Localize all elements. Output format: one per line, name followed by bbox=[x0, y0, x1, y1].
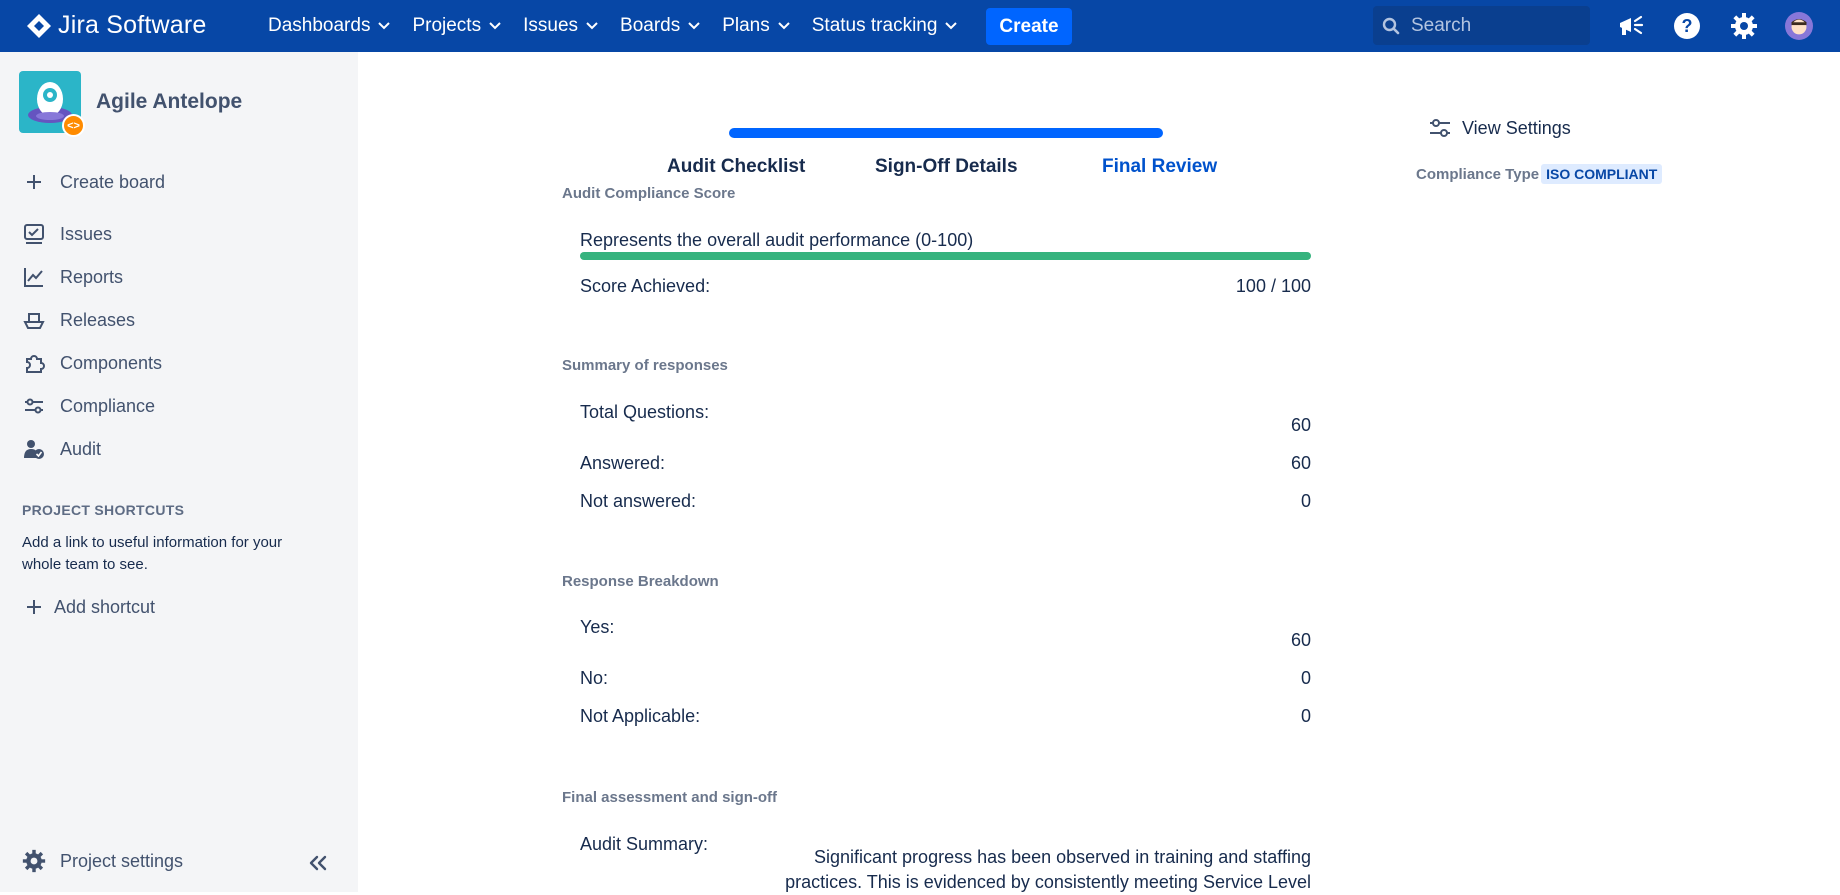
step-audit-checklist[interactable]: Audit Checklist bbox=[667, 156, 806, 177]
compliance-icon bbox=[22, 394, 46, 418]
not-applicable-label: Not Applicable: bbox=[580, 706, 701, 726]
app-logo[interactable] bbox=[26, 11, 207, 40]
chevron-down-icon bbox=[778, 22, 790, 30]
view-settings-button[interactable]: View Settings bbox=[1428, 117, 1571, 139]
no-label: No: bbox=[580, 668, 609, 688]
audit-summary-text: Significant progress has been observed in training and staffing practices. This is evidenced by consistently meeting Service Level bbox=[785, 847, 1311, 892]
project-name: Agile Antelope bbox=[96, 90, 243, 113]
app-name: Jira Software bbox=[58, 11, 207, 39]
no-value: 0 bbox=[1300, 668, 1311, 688]
nav-projects[interactable]: Projects bbox=[412, 15, 501, 37]
sidebar-item-reports[interactable]: Reports bbox=[22, 265, 123, 289]
nav-menu bbox=[268, 0, 979, 52]
nav-status-tracking[interactable]: Status tracking bbox=[812, 15, 958, 37]
top-navigation bbox=[0, 0, 1840, 52]
search-icon bbox=[1382, 17, 1400, 35]
nav-boards[interactable]: Boards bbox=[620, 15, 700, 37]
audit-summary-label: Audit Summary: bbox=[580, 834, 709, 854]
add-shortcut-button[interactable]: Add shortcut bbox=[22, 595, 155, 619]
project-type-badge: <> bbox=[62, 114, 85, 137]
reports-icon bbox=[22, 265, 46, 289]
nav-dashboards[interactable]: Dashboards bbox=[268, 15, 390, 37]
wizard-progress-bar bbox=[729, 128, 1163, 138]
chevron-down-icon bbox=[586, 22, 598, 30]
jira-logo-icon bbox=[26, 13, 52, 39]
score-section-title: Audit Compliance Score bbox=[562, 185, 736, 202]
settings-gear-icon[interactable] bbox=[1730, 12, 1758, 40]
user-avatar[interactable] bbox=[1785, 12, 1813, 40]
score-progress-bar bbox=[580, 252, 1311, 260]
score-description: Represents the overall audit performance (0-100) bbox=[580, 230, 974, 250]
issues-icon bbox=[22, 222, 46, 246]
not-answered-value: 0 bbox=[1300, 491, 1311, 511]
project-sidebar bbox=[0, 52, 358, 892]
svg-text:?: ? bbox=[1681, 16, 1693, 36]
step-final-review[interactable]: Final Review bbox=[1102, 156, 1218, 177]
sidebar-item-releases[interactable]: Releases bbox=[22, 308, 135, 332]
sidebar-item-issues[interactable]: Issues bbox=[22, 222, 112, 246]
yes-label: Yes: bbox=[580, 617, 615, 637]
compliance-type-badge: ISO COMPLIANT bbox=[1541, 164, 1662, 184]
answered-value: 60 bbox=[1290, 453, 1311, 473]
answered-label: Answered: bbox=[580, 453, 666, 473]
chevron-down-icon bbox=[688, 22, 700, 30]
help-icon[interactable] bbox=[1673, 12, 1701, 40]
chevron-down-icon bbox=[945, 22, 957, 30]
not-applicable-value: 0 bbox=[1300, 706, 1311, 726]
breakdown-section-title: Response Breakdown bbox=[562, 573, 719, 590]
releases-icon bbox=[22, 308, 46, 332]
plus-icon bbox=[22, 595, 46, 619]
collapse-sidebar-icon[interactable] bbox=[304, 849, 332, 877]
compliance-type-label: Compliance Type bbox=[1416, 165, 1540, 183]
sidebar-item-compliance[interactable]: Compliance bbox=[22, 394, 155, 418]
yes-value: 60 bbox=[1290, 630, 1311, 650]
step-sign-off-details[interactable]: Sign-Off Details bbox=[875, 156, 1018, 177]
gear-icon bbox=[22, 849, 46, 873]
sliders-icon bbox=[1428, 117, 1452, 139]
notifications-icon[interactable] bbox=[1617, 12, 1645, 40]
nav-issues[interactable]: Issues bbox=[523, 15, 598, 37]
project-settings-button[interactable]: Project settings bbox=[22, 849, 183, 873]
score-label: Score Achieved: bbox=[580, 276, 711, 296]
not-answered-label: Not answered: bbox=[580, 491, 697, 511]
total-questions-value: 60 bbox=[1290, 415, 1311, 435]
chevron-down-icon bbox=[489, 22, 501, 30]
sidebar-item-components[interactable]: Components bbox=[22, 351, 162, 375]
nav-plans[interactable]: Plans bbox=[722, 15, 790, 37]
summary-section-title: Summary of responses bbox=[562, 357, 728, 374]
create-board-button[interactable]: Create board bbox=[22, 170, 165, 194]
chevron-down-icon bbox=[378, 22, 390, 30]
search-placeholder: Search bbox=[1411, 14, 1472, 36]
score-value: 100 / 100 bbox=[1235, 276, 1311, 296]
compliance-type bbox=[1416, 164, 1662, 184]
components-icon bbox=[22, 351, 46, 375]
audit-icon bbox=[22, 437, 46, 461]
plus-icon bbox=[22, 170, 46, 194]
final-section-title: Final assessment and sign-off bbox=[562, 789, 778, 806]
total-questions-label: Total Questions: bbox=[580, 402, 710, 422]
create-button[interactable]: Create bbox=[986, 8, 1072, 45]
sidebar-item-audit[interactable]: Audit bbox=[22, 437, 101, 461]
project-shortcuts-description: Add a link to useful information for your whole team to see. bbox=[22, 534, 283, 573]
search-input[interactable] bbox=[1373, 6, 1590, 45]
project-shortcuts-title: PROJECT SHORTCUTS bbox=[22, 502, 185, 518]
